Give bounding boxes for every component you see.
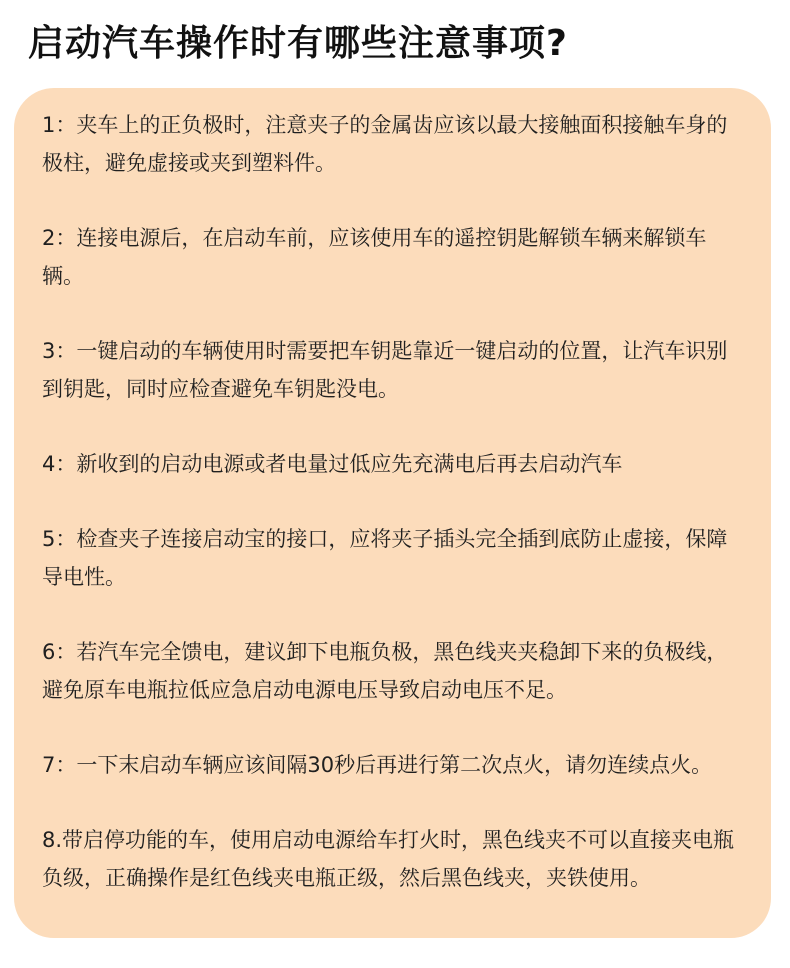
note-item-8: 8.带启停功能的车，使用启动电源给车打火时，黑色线夹不可以直接夹电瓶负级，正确操作是红色线夹电瓶正级，然后黑色线夹，夹铁使用。 — [42, 828, 735, 890]
note-item-7: 7：一下末启动车辆应该间隔30秒后再进行第二次点火，请勿连续点火。 — [42, 753, 713, 777]
page-title: 启动汽车操作时有哪些注意事项? — [28, 23, 568, 64]
note-item-3: 3：一键启动的车辆使用时需要把车钥匙靠近一键启动的位置，让汽车识别到钥匙，同时应检查避免车钥匙没电。 — [42, 339, 728, 401]
note-item-1: 1：夹车上的正负极时，注意夹子的金属齿应该以最大接触面积接触车身的极柱，避免虚接或夹到塑料件。 — [42, 113, 728, 175]
note-item-5: 5：检查夹子连接启动宝的接口，应将夹子插头完全插到底防止虚接，保障导电性。 — [42, 527, 728, 589]
note-item-6: 6：若汽车完全馈电，建议卸下电瓶负极，黑色线夹夹稳卸下来的负极线，避免原车电瓶拉低应急启动电源电压导致启动电压不足。 — [42, 640, 728, 702]
notes-card — [14, 88, 771, 938]
note-item-4: 4：新收到的启动电源或者电量过低应先充满电后再去启动汽车 — [42, 452, 623, 476]
note-item-2: 2：连接电源后，在启动车前，应该使用车的遥控钥匙解锁车辆来解锁车辆。 — [42, 226, 707, 288]
